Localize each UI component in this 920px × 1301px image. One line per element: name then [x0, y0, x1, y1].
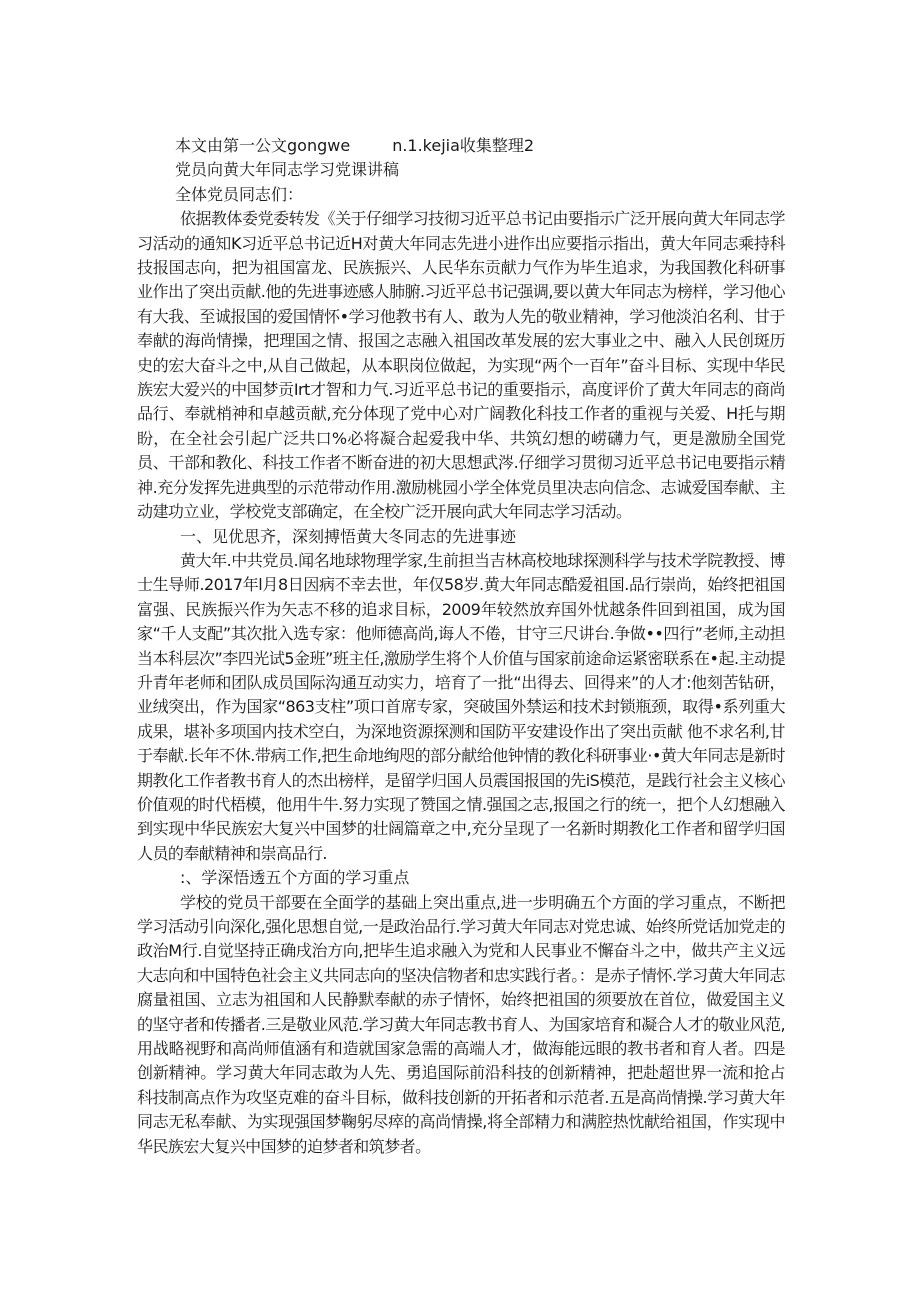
section-1-paragraph: 黄大年.中共党员.闻名地球物理学家,生前担当吉林高校地球探测科学与技术学院教授、博士生导师.2017年l月8日因病不幸去世，年仅58岁.黄大年同志酷爱祖国.品行崇尚，始终把祖国富强、民族振兴作为矢志不移的追求目标，2009年较然放弃国外忧越条件回到祖国，成为国家“千人支配”其次批入选专家：他师德高尚,诲人不倦，甘守三尺讲台.争做••四行”老师,主动担当本科层次”李四光试5金班”班主任,激励学生将个人价值与国家前途命运紧密联系在•起.主动提升青年老师和团队成员国际沟通互动实力，培育了一批“出得去、回得来”的人才:他刻苦钻研，业绒突出，作为国家“863支柱”项口首席专家，突破国外禁运和技术封锁瓶颈，取得•系列重大成果，堪补多项国内技术空白，为深地资源探测和国防平安建设作出了突出贡献 他不求名利,甘于奉献.长年不休.带病工作,把生命地绚咫的部分献给他钟情的教化科研事业·•黄大年同志是新时期教化工作者教书育人的杰出榜样，是留学归国人员震国报国的先iS模范，是践行社会主义核心价值观的时代梧模，他用牛牛.努力实现了赞国之情.强国之志,报国之行的统一，把个人幻想融入到实现中华民族宏大复兴中国梦的壮阔篇章之中,充分呈现了一名新时期教化工作者和留学归国人员的奉献精神和崇高品行. — [137, 550, 785, 863]
salutation: 全体党员同志们： — [175, 184, 304, 204]
intro-paragraph: 依据教体委党委转发《关于仔细学习技彻习近平总书记由要指示广泛开展向黄大年同志学习活动的通知K习近平总书记近H对黄大年同志先进小进作出应要指示指出，黄大年同志乘持科技报国志向，把为祖国富龙、民族振兴、人民华东贡献力气作为毕生追求，为我国教化科研事业作出了突出贡献.他的先进事迹感人肺腑.习近平总书记强调,要以黄大年同志为榜样，学习他心有大我、至诚报国的爱国情怀•学习他教书有人、敢为人先的敬业精神，学习他淡泊名利、甘于奉献的海尚情操，把理国之情、报国之志融入祖国改革发展的宏大事业之中、融入人民创斑历史的宏大奋斗之中,从自己做起，从本职岗位做起，为实现“两个一百年”奋斗目标、实现中华民族宏大爱兴的中国梦贡Irt才智和力气.习近平总书记的重要指示，高度评价了黄大年同志的商尚品行、奉就梢神和卓越贡献,充分体现了党中心对广阔教化科技工作者的重视与关爱、H托与期盼，在全社会引起广泛共口%必将凝合起爱我中华、共筑幻想的崂礴力气，更是激励全国党员、干部和教化、科技工作者不断奋进的初大思想武涔.仔细学习贯彻习近平总书记电要指示精神.充分发挥先进典型的示范带动作用.激励桃园小学全体党员里决志向信念、志诚爱国奉献、主动建功立业，学校党支部确定，在全校广泛开展向武大年同志学习活动。 — [137, 209, 785, 522]
section-heading-1: 一、见优思齐，深刻搏悟黄大冬同志的先进事迹 — [180, 526, 517, 546]
section-2-paragraph: 学校的党员干部要在全面学的基础上突出重点,进一步明确五个方面的学习重点，不断把学习活动引向深化,强化思想自觉,一是政治品行.学习黄大年同志对党忠诚、始终所党话加党走的政治M行.自觉坚持正确戌治方向,把毕生追求融入为党和人民事业不懈奋斗之中，做共产主义远大志向和中国特色社会主义共同志向的坚决信物者和忠实践行者。：是赤子情怀.学习黄大年同志腐量祖国、立志为祖国和人民静默奉献的赤子情怀，始终把祖国的须要放在首位，做爱国主义的坚守者和传播者.三是敬业风范.学习黄大年同志教书育人、为国家培育和凝合人才的敬业风范,用战略视野和高尚师值涵有和造就国家急需的高端人才，做海能远眼的教书者和育人者。四是创新精神。学习黄大年同志敢为人先、勇追国际前沿科技的创新精神，把赴超世界一流和抢占科技制高点作为攻坚克难的奋斗目标，做科技创新的开拓者和示范者.五是高尚情操.学习黄大年同志无私奉献、为实现强国梦鞠躬尽瘁的高尚情操,将全部精力和满腔热忱献给祖国，作实现中华民族宏大复兴中国梦的迫梦者和筑梦者。 — [137, 892, 785, 1156]
document-title: 党员向黄大年同志学习党课讲稿 — [175, 160, 400, 180]
source-note-suffix: n.1.kejia收集整理2 — [392, 136, 535, 155]
section-heading-2: :、学深悟透五个方面的学习重点 — [180, 868, 410, 888]
source-note — [137, 134, 785, 158]
source-note-prefix: 本文由第一公文gongwe — [175, 136, 351, 155]
document-page — [137, 134, 785, 1159]
